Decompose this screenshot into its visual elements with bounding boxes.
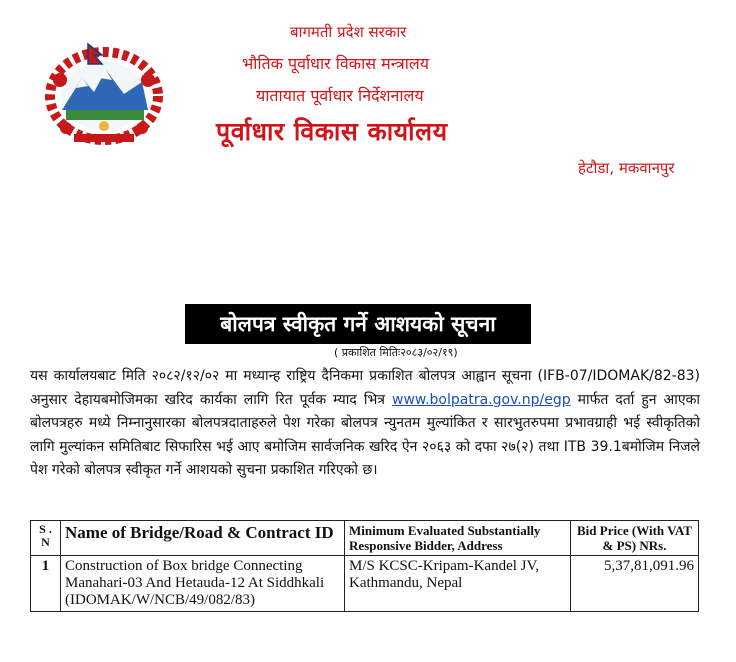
published-date: ( प्रकाशित मितिः२०८३/०२/१९) [334, 346, 458, 359]
header-sn: S . N [31, 521, 61, 556]
table-header-row [31, 521, 699, 556]
province-government-label: बागमती प्रदेश सरकार [290, 23, 407, 41]
row-sn: 1 [31, 556, 61, 612]
directorate-label: यातायात पूर्वाधार निर्देशनालय [256, 86, 424, 105]
ministry-label: भौतिक पूर्वाधार विकास मन्त्रालय [242, 54, 430, 73]
office-name: पूर्वाधार विकास कार्यालय [216, 117, 448, 146]
header-price: Bid Price (With VAT & PS) NRs. [571, 521, 699, 556]
row-name: Construction of Box bridge Connecting Manahari-03 And Hetauda-12 At Siddhkali (IDOMAK/W/NCB/49/082/83) [61, 556, 345, 612]
row-price: 5,37,81,091.96 [571, 556, 699, 612]
office-location: हेटौडा, मकवानपुर [578, 159, 675, 177]
notice-title: बोलपत्र स्वीकृत गर्ने आशयको सूचना [185, 304, 531, 344]
notice-body-part2: मार्फत दर्ता हुन आएका बोलपत्रहरु मध्ये निम्नानुसारका बोलपत्रदाताहरुले पेश गरेका बोलपत्र न्युनतम मुल्यांकित र सारभुतरुपमा प्रभावग्राही भई स्वीकृतिको लागि मुल्यांकन समितिबाट सिफारिस भई आए बमोजिम सार्वजनिक खरिद ऐन २०६३ को दफा २७(२) तथा ITB 39.1बमोजिम निजले पेश गरेको बोलपत्र स्वीकृत गर्ने आशयको सुचना प्रकाशित गरिएको छ। [30, 391, 700, 478]
notice-body-part1: यस कार्यालयबाट मिति २०८२/१२/०२ मा मध्यान्ह राष्ट्रिय दैनिकमा प्रकाशित बोलपत्र आह्वान सूचना (IFB-07/IDOMAK/82-83) अनुसार देहायबमोजिमका खरिद कार्यका लागि रित पूर्वक म्याद भित्र [30, 368, 700, 408]
header-name: Name of Bridge/Road & Contract ID [61, 521, 345, 556]
table-row [31, 556, 699, 612]
bolpatra-link[interactable]: www.bolpatra.gov.np/egp [392, 391, 571, 408]
bid-table [30, 520, 699, 612]
notice-body [30, 365, 700, 483]
row-bidder: M/S KCSC-Kripam-Kandel JV, Kathmandu, Nepal [345, 556, 571, 612]
header-bidder: Minimum Evaluated Substantially Responsive Bidder, Address [345, 521, 571, 556]
government-emblem-icon [44, 40, 164, 146]
